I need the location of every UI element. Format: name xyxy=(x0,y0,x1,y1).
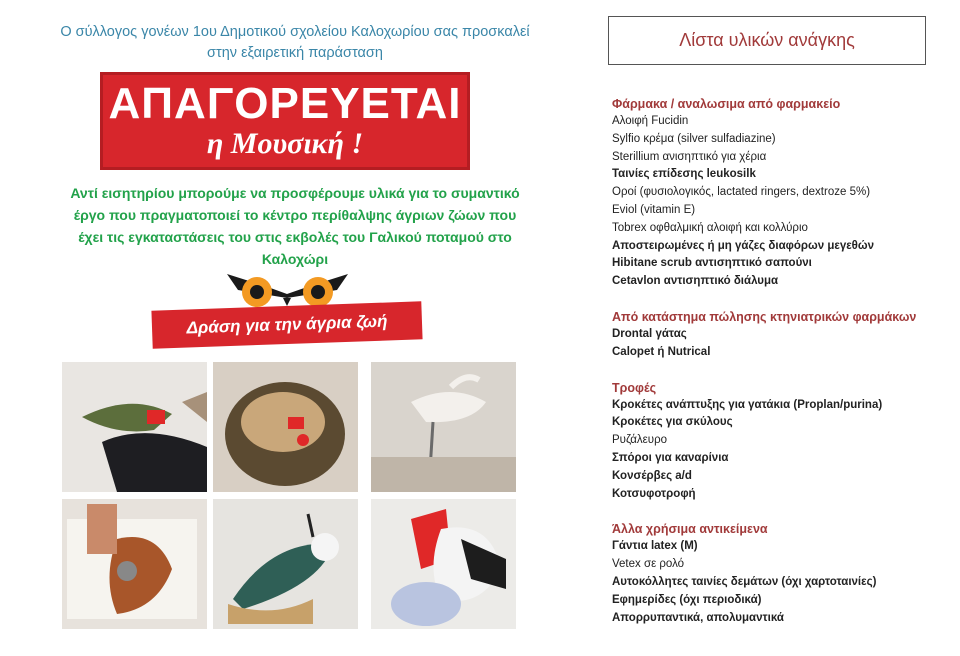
list-item: Sylfio κρέμα (silver sulfadiazine) xyxy=(612,132,776,145)
list-item: Ρυζάλευρο xyxy=(612,434,668,447)
show-title-banner xyxy=(100,72,470,170)
list-item: Αποστειρωμένες ή μη γάζες διαφόρων μεγεθών xyxy=(612,239,875,252)
list-item: Οροί (φυσιολογικός, lactated ringers, dextroze 5%) xyxy=(612,186,871,199)
list-item: Κροκέτες για σκύλους xyxy=(612,416,733,429)
photo-tortoise xyxy=(213,362,358,492)
photo-woodpecker xyxy=(371,499,516,629)
category-pharmacy: Φάρμακα / αναλωσιμα από φαρμακείο xyxy=(612,97,841,111)
list-item: Drontal γάτας xyxy=(612,327,687,340)
list-item: Γάντια latex (M) xyxy=(612,540,698,553)
banner-line-2: η Μουσική ! xyxy=(206,127,364,160)
list-item: Cetavlon αντισηπτικό διάλυμα xyxy=(612,275,779,288)
photo-flamingo xyxy=(371,362,516,492)
category-food: Τροφές xyxy=(612,380,657,395)
category-vet-store: Από κατάστημα πώλησης κτηνιατρικών φαρμάκων xyxy=(612,309,917,324)
ticket-offer-text: Αντί εισητηρίου μπορούμε να προσφέρουμε υλικά για το συμαντικό έργο που πραγματοποιεί το κέντρο περίθαλψης άγριων ζώων που έχει τις εγκαταστάσεις του στις εκβολές του Γαλικού ποταμού στο Καλοχώρι xyxy=(70,185,520,267)
list-item: Hibitane scrub αντισηπτικό σαπούνι xyxy=(612,257,812,270)
action-banner: Δράση για την άγρια ζωή xyxy=(151,301,422,348)
list-item: Ταινίες επίδεσης leukosilk xyxy=(612,168,756,181)
list-item: Αυτοκόλλητες ταινίες δεμάτων (όχι χαρτοταινίες) xyxy=(612,575,877,588)
list-item: Tobrex οφθαλμική αλοιφή και κολλύριο xyxy=(612,221,808,234)
list-item: Απορρυπαντικά, απολυμαντικά xyxy=(612,611,784,624)
list-item: Sterillium ανισηπτικό για χέρια xyxy=(612,150,767,163)
owl-eyes-logo xyxy=(225,268,350,308)
category-other-items: Άλλα χρήσιμα αντικείμενα xyxy=(612,522,768,537)
list-item: Calopet ή Nutrical xyxy=(612,345,711,358)
list-item: Eviol (vitamin E) xyxy=(612,203,696,216)
photo-lapwing xyxy=(213,499,358,629)
list-item: Αλοιφή Fucidin xyxy=(612,115,689,127)
needs-list-title: Λίστα υλικών ανάγκης xyxy=(608,16,926,65)
list-item: Σπόροι για καναρίνια xyxy=(612,451,729,464)
list-item: Κροκέτες ανάπτυξης για γατάκια (Proplan/purina) xyxy=(612,398,883,411)
invitation-text: Ο σύλλογος γονέων 1ου Δημοτικού σχολείου Καλοχωρίου σας προσκαλεί στην εξαιρετική παράσταση xyxy=(60,24,530,61)
banner-line-1: ΑΠΑΓΟΡΕΥΕΤΑΙ xyxy=(108,79,462,128)
list-item: Κοτσυφοτροφή xyxy=(612,487,696,500)
photo-kestrel xyxy=(62,499,207,629)
needs-list xyxy=(612,95,942,627)
list-item: Vetex σε ρολό xyxy=(612,558,685,571)
list-item: Κονσέρβες a/d xyxy=(612,469,692,482)
list-item: Εφημερίδες (όχι περιοδικά) xyxy=(612,593,762,606)
photo-bird-bandage xyxy=(62,362,207,492)
